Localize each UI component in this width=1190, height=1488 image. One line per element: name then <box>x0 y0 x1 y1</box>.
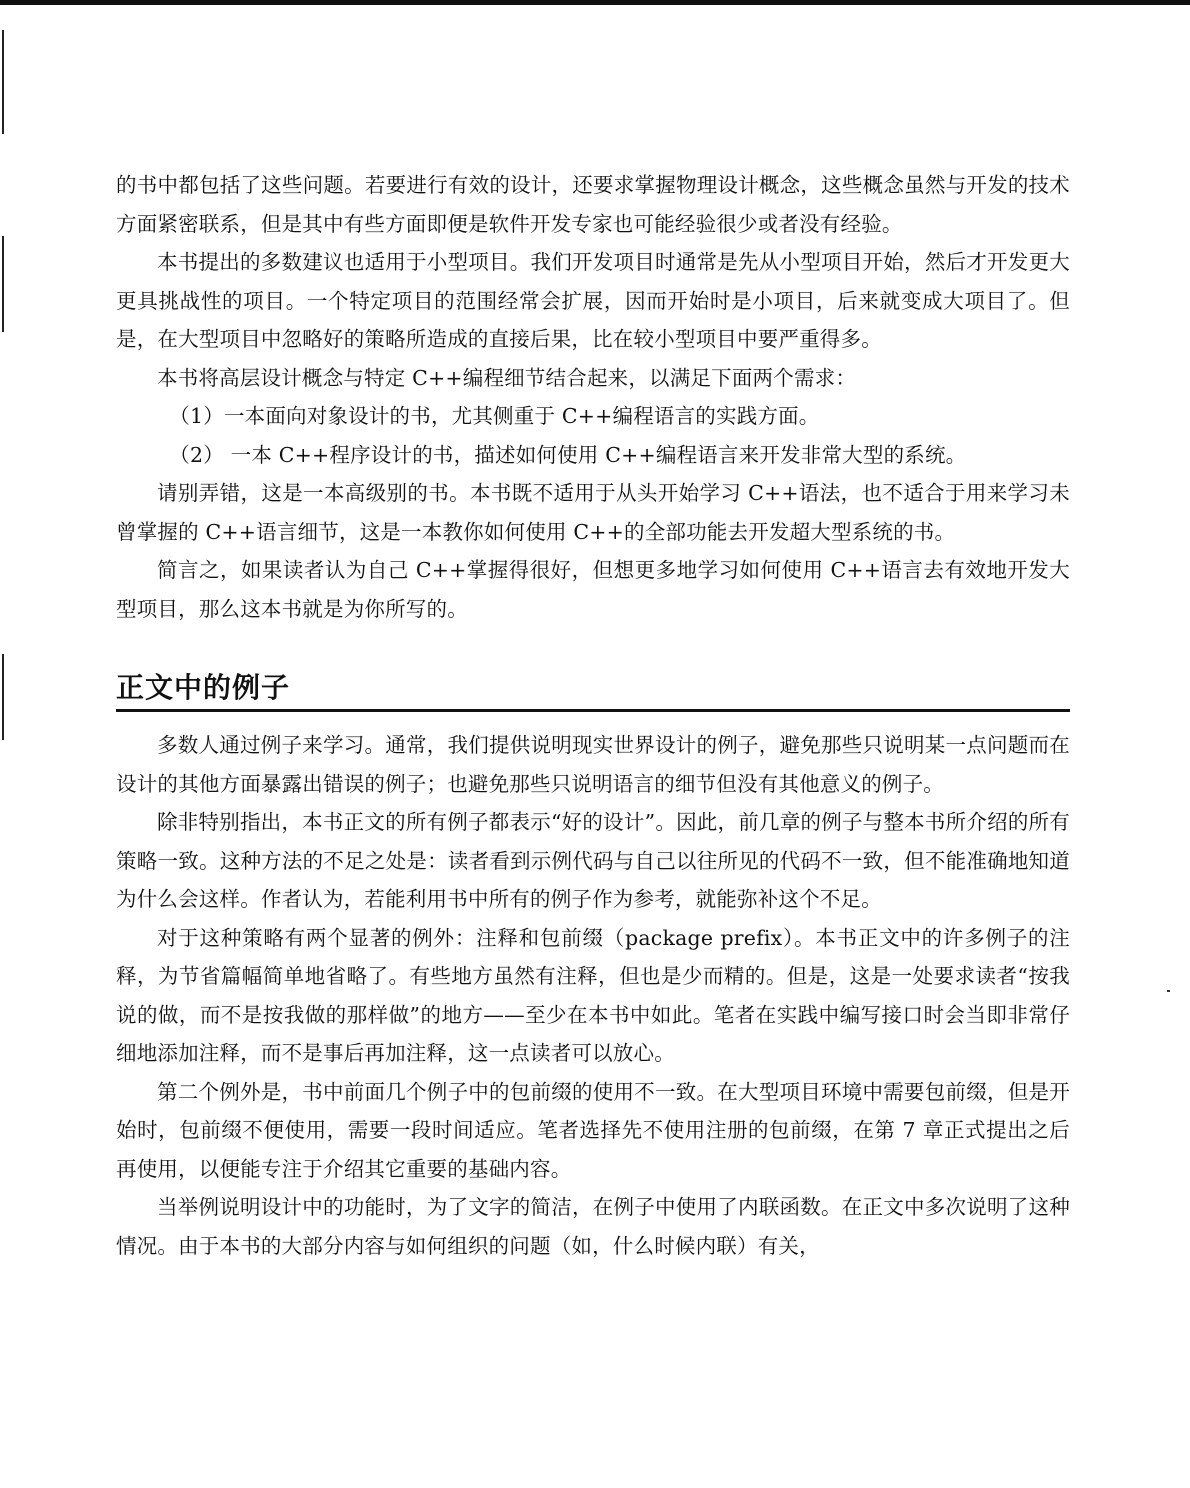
paragraph: 本书提出的多数建议也适用于小型项目。我们开发项目时通常是先从小型项目开始，然后才开发更大更具挑战性的项目。一个特定项目的范围经常会扩展，因而开始时是小项目，后来就变成大项目了。但是，在大型项目中忽略好的策略所造成的直接后果，比在较小型项目中要严重得多。 <box>116 250 1070 351</box>
scan-margin-mark <box>2 236 4 332</box>
section-title: 正文中的例子 <box>116 671 291 704</box>
paragraph: 请别弄错，这是一本高级别的书。本书既不适用于从头开始学习 C++语法，也不适合于用来学习未曾掌握的 C++语言细节，这是一本教你如何使用 C++的全部功能去开发超大型系统的书。 <box>116 481 1070 544</box>
list-item: （2） 一本 C++程序设计的书，描述如何使用 C++编程语言来开发非常大型的系统。 <box>169 442 967 467</box>
page-body <box>116 166 1070 1265</box>
paragraph: 除非特别指出，本书正文的所有例子都表示“好的设计”。因此，前几章的例子与整本书所介绍的所有策略一致。这种方法的不足之处是：读者看到示例代码与自己以往所见的代码不一致，但不能准确地知道为什么会这样。作者认为，若能利用书中所有的例子作为参考，就能弥补这个不足。 <box>116 810 1070 911</box>
scan-margin-mark <box>2 654 4 740</box>
section-header <box>116 669 1070 712</box>
section-body <box>116 726 1070 1265</box>
section-rule <box>116 709 1070 712</box>
paragraph: 多数人通过例子来学习。通常，我们提供说明现实世界设计的例子，避免那些只说明某一点问题而在设计的其他方面暴露出错误的例子；也避免那些只说明语言的细节但没有其他意义的例子。 <box>116 733 1070 796</box>
scan-speck <box>1167 990 1170 992</box>
paragraph: 对于这种策略有两个显著的例外：注释和包前缀（package prefix）。本书正文中的许多例子的注释，为节省篇幅简单地省略了。有些地方虽然有注释，但也是少而精的。但是，这是一处要求读者“按我说的做，而不是按我做的那样做”的地方——至少在本书中如此。笔者在实践中编写接口时会当即非常仔细地添加注释，而不是事后再加注释，这一点读者可以放心。 <box>116 925 1070 1065</box>
list-item: （1）一本面向对象设计的书，尤其侧重于 C++编程语言的实践方面。 <box>169 404 820 428</box>
scan-top-border <box>0 0 1190 5</box>
paragraph: 当举例说明设计中的功能时，为了文字的简洁，在例子中使用了内联函数。在正文中多次说明了这种情况。由于本书的大部分内容与如何组织的问题（如，什么时候内联）有关， <box>116 1195 1070 1258</box>
scan-margin-mark <box>2 30 4 134</box>
paragraph: 简言之，如果读者认为自己 C++掌握得很好，但想更多地学习如何使用 C++语言去有效地开发大型项目，那么这本书就是为你所写的。 <box>116 558 1070 621</box>
paragraph: 本书将高层设计概念与特定 C++编程细节结合起来，以满足下面两个需求： <box>157 365 857 390</box>
paragraph: 第二个例外是，书中前面几个例子中的包前缀的使用不一致。在大型项目环境中需要包前缀，但是开始时，包前缀不便使用，需要一段时间适应。笔者选择先不使用注册的包前缀，在第 7 章正式提出之后再使用，以便能专注于介绍其它重要的基础内容。 <box>116 1079 1070 1181</box>
paragraph: 的书中都包括了这些问题。若要进行有效的设计，还要求掌握物理设计概念，这些概念虽然与开发的技术方面紧密联系，但是其中有些方面即便是软件开发专家也可能经验很少或者没有经验。 <box>116 173 1070 236</box>
